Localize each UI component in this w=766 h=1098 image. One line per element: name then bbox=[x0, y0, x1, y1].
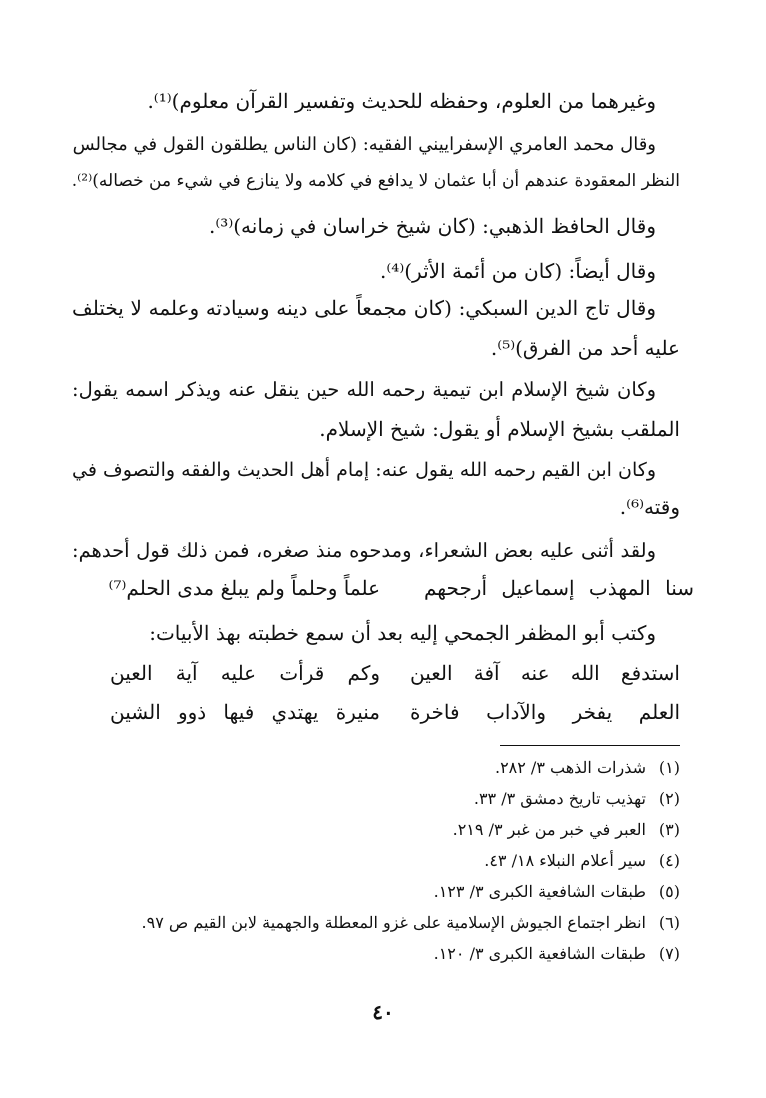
footnote bbox=[80, 942, 680, 966]
footnote-text: انظر اجتماع الجيوش الإسلامية على غزو المعطلة والجهمية لابن القيم ص ٩٧. bbox=[141, 913, 646, 932]
text-line: وقته⁽⁶⁾. bbox=[619, 495, 680, 519]
footnote-number: (٢) bbox=[658, 789, 680, 808]
text-line: عليه أحد من الفرق)⁽⁵⁾. bbox=[490, 336, 680, 360]
text-line: وكان شيخ الإسلام ابن تيمية رحمه الله حين ينقل عنه ويذكر اسمه يقول: bbox=[72, 378, 656, 401]
footnote-number: (٦) bbox=[658, 913, 680, 932]
text-line: وكان ابن القيم رحمه الله يقول عنه: إمام أهل الحديث والفقه والتصوف في bbox=[72, 459, 656, 481]
text-line: ولقد أثنى عليه بعض الشعراء، ومدحوه منذ صغره، فمن ذلك قول أحدهم: bbox=[72, 539, 656, 562]
verse-second-hemistich: وكم قرأت عليه آية العين bbox=[110, 661, 380, 685]
text-line: النظر المعقودة عندهم أن أبا عثمان لا يدافع في كلامه ولا ينازع في شيء من خصاله)⁽²⁾. bbox=[72, 171, 680, 191]
footnote-number: (٤) bbox=[658, 851, 680, 870]
text-line: وغيرهما من العلوم، وحفظه للحديث وتفسير القرآن معلوم)⁽¹⁾. bbox=[147, 89, 656, 113]
text-line: وقال أيضاً: (كان من أئمة الأثر)⁽⁴⁾. bbox=[380, 259, 656, 283]
footnote bbox=[80, 880, 680, 904]
footnote-text: سير أعلام النبلاء ١٨/ ٤٣. bbox=[484, 851, 646, 870]
footnote-number: (١) bbox=[658, 758, 680, 777]
text-line: وقال الحافظ الذهبي: (كان شيخ خراسان في زمانه)⁽³⁾. bbox=[209, 214, 656, 238]
text-line: وكتب أبو المظفر الجمحي إليه بعد أن سمع خطبته بهذ الأبيات: bbox=[149, 621, 656, 645]
verse-second-hemistich: علماً وحلماً ولم يبلغ مدى الحلم⁽⁷⁾ bbox=[108, 576, 380, 600]
footnote-number: (٣) bbox=[658, 820, 680, 839]
footnote bbox=[80, 849, 680, 873]
verse-first-hemistich: استدفع الله عنه آفة العين bbox=[410, 661, 680, 685]
verse-first-hemistich: سنا المهذب إسماعيل أرجحهم bbox=[424, 576, 694, 600]
footnote bbox=[80, 756, 680, 780]
footnote-text: طبقات الشافعية الكبرى ٣/ ١٢٠. bbox=[433, 944, 646, 963]
footnote bbox=[80, 818, 680, 842]
verse-line bbox=[110, 697, 680, 727]
footnote bbox=[80, 787, 680, 811]
text-line: وقال محمد العامري الإسفراييني الفقيه: (كان الناس يطلقون القول في مجالس bbox=[72, 134, 656, 155]
footnote-text: العبر في خبر من غبر ٣/ ٢١٩. bbox=[452, 820, 646, 839]
page-number: ٤٠ bbox=[372, 1000, 394, 1024]
text-line: الملقب بشيخ الإسلام أو يقول: شيخ الإسلام. bbox=[319, 417, 680, 441]
footnote-number: (٧) bbox=[658, 944, 680, 963]
verse-second-hemistich: منيرة يهتدي فيها ذوو الشين bbox=[110, 700, 380, 724]
footnote-text: شذرات الذهب ٣/ ٢٨٢. bbox=[494, 758, 646, 777]
footnote-text: طبقات الشافعية الكبرى ٣/ ١٢٣. bbox=[433, 882, 646, 901]
verse-line bbox=[110, 573, 694, 603]
verse-line bbox=[110, 658, 680, 688]
footnote bbox=[80, 911, 680, 935]
footnote-text: تهذيب تاريخ دمشق ٣/ ٣٣. bbox=[473, 789, 646, 808]
footnote-separator bbox=[500, 745, 680, 746]
footnote-number: (٥) bbox=[658, 882, 680, 901]
verse-first-hemistich: العلم يفخر والآداب فاخرة bbox=[410, 700, 680, 724]
text-line: وقال تاج الدين السبكي: (كان مجمعاً على دينه وسيادته وعلمه لا يختلف bbox=[72, 296, 656, 320]
